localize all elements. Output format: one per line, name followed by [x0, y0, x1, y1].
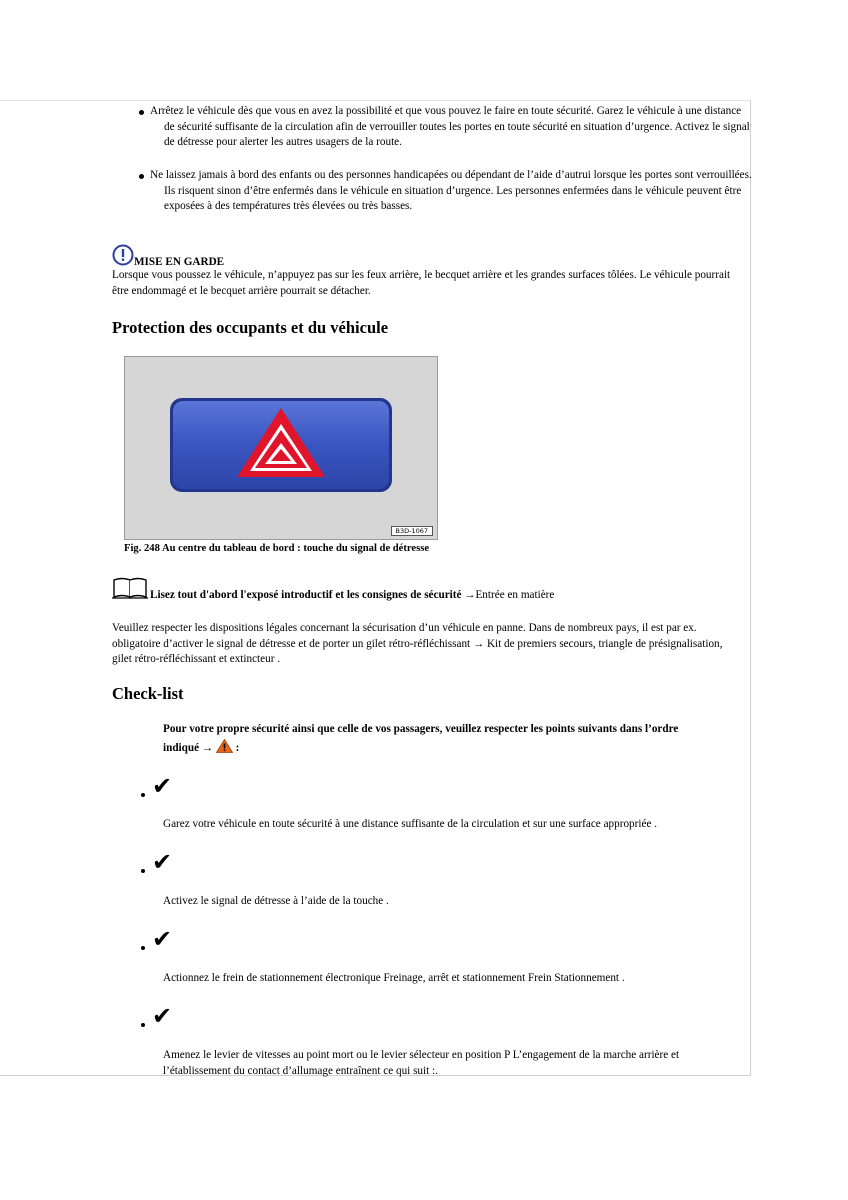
- book-icon: [112, 577, 150, 599]
- checkmark-icon: ✔: [152, 1002, 173, 1030]
- warning-circle-icon: [112, 244, 134, 266]
- checkmark-icon: ✔: [152, 925, 173, 953]
- checklist-title: Check-list: [112, 684, 184, 703]
- list-bullet: [141, 946, 145, 950]
- warning-triangle-icon: [216, 739, 233, 753]
- section-title: Protection des occupants et du véhicule: [112, 318, 389, 337]
- checklist-item-4: Amenez le levier de vitesses au point mort ou le levier sélecteur en position P L’engagement de la marche arrière et l’établissement du contact d’allumage entraînent ce qui suit :.: [163, 1049, 680, 1077]
- hazard-button-illustration: [125, 357, 437, 539]
- bullet-text-2: Ne laissez jamais à bord des enfants ou des personnes handicapées ou dépendant de l’aide d’autrui lorsque les portes sont verrouillées. Ils risquent sinon d’être enfermés dans le véhicule en situation d’urgence. Les personnes enfermées dans le véhicule peuvent être exposées à des températures très élevées ou très basses.: [150, 169, 752, 212]
- checklist-intro-line2: indiqué →: [163, 742, 214, 754]
- checklist-item-3: Actionnez le frein de stationnement électronique Freinage, arrêt et stationnement Frein Stationnement .: [163, 972, 625, 984]
- intro-bold: Lisez tout d'abord l'exposé introductif et les consignes de sécurité: [150, 589, 462, 601]
- body-paragraph: Veuillez respecter les dispositions légales concernant la sécurisation d’un véhicule en panne. Dans de nombreux pays, il est par ex. obligatoire d’activer le signal de détresse et de porter un gilet rétro-réfléchissant → Kit de premiers secours, triangle de présignalisation, gilet rétro-réfléchissant et extincteur .: [112, 622, 723, 665]
- checklist-item-1: Garez votre véhicule en toute sécurité à une distance suffisante de la circulation et sur une surface appropriée .: [163, 818, 657, 830]
- checkmark-icon: ✔: [152, 848, 173, 876]
- figure-caption: Fig. 248 Au centre du tableau de bord : touche du signal de détresse: [124, 543, 430, 554]
- bullet-dot: [139, 174, 144, 179]
- checklist-intro-line1: Pour votre propre sécurité ainsi que celle de vos passagers, veuillez respecter les points suivants dans l’ordre: [163, 723, 679, 735]
- warning-title: MISE EN GARDE: [134, 256, 225, 268]
- intro-link[interactable]: →Entrée en matière: [464, 589, 555, 601]
- checklist-item-2: Activez le signal de détresse à l’aide de la touche .: [163, 895, 389, 907]
- checklist-intro-colon: :: [235, 742, 240, 754]
- list-bullet: [141, 869, 145, 873]
- list-bullet: [141, 1023, 145, 1027]
- figure-code: B3D-1067: [391, 526, 434, 536]
- checkmark-icon: ✔: [152, 772, 173, 800]
- bullet-text-1: Arrêtez le véhicule dès que vous en avez la possibilité et que vous pouvez le faire en toute sécurité. Garez le véhicule à une distance de sécurité suffisante de la circulation afin de verrouiller toutes les portes en toute sécurité en situation d’urgence. Activez le signal de détresse pour alerter les autres usagers de la route.: [150, 105, 750, 148]
- bullet-dot: [139, 110, 144, 115]
- list-bullet: [141, 793, 145, 797]
- figure-hazard-button: [124, 356, 438, 540]
- warning-text: Lorsque vous poussez le véhicule, n’appuyez pas sur les feux arrière, le becquet arrière et les grandes surfaces tôlées. Le véhicule pourrait être endommagé et le becquet arrière pourrait se détacher.: [112, 269, 731, 297]
